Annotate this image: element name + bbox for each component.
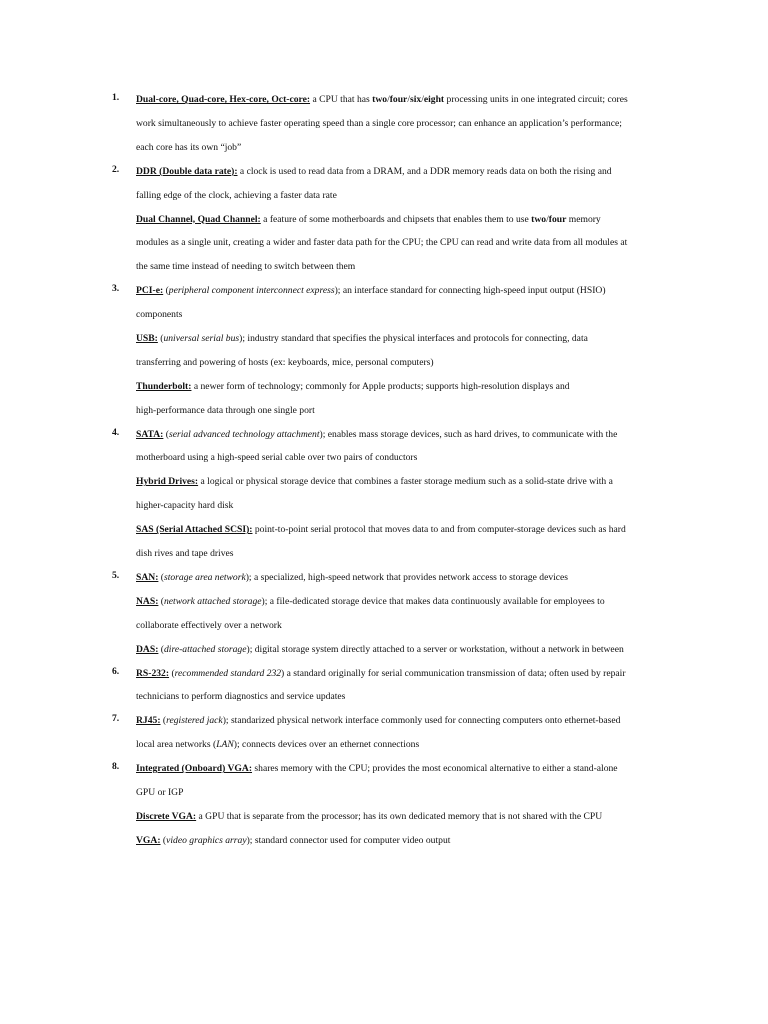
body-text: work simultaneously to achieve faster operating speed than a single core processor; can enhance an application’s performance; bbox=[136, 117, 622, 129]
body-text: ); digital storage system directly attached to a server or workstation, without a network in between bbox=[246, 643, 624, 655]
term-label: NAS: bbox=[136, 595, 159, 607]
text-line bbox=[136, 188, 681, 212]
bold-text: two bbox=[531, 213, 547, 225]
body-text: ( bbox=[157, 333, 164, 344]
term-expansion: dire-attached storage bbox=[163, 643, 247, 655]
text-line bbox=[136, 235, 681, 259]
text-line bbox=[136, 379, 681, 403]
body-text: falling edge of the clock, achieving a faster data rate bbox=[136, 189, 337, 201]
text-line bbox=[136, 283, 681, 307]
text-line bbox=[136, 403, 681, 427]
term-label: SAN: bbox=[136, 572, 159, 583]
definition-entry bbox=[136, 379, 681, 427]
text-line bbox=[136, 116, 681, 140]
text-line bbox=[136, 498, 681, 522]
body-text: ); standarized physical network interface commonly used for connecting computers onto ethernet-based bbox=[222, 715, 621, 727]
list-number: 1. bbox=[112, 92, 120, 103]
term-expansion: storage area network bbox=[163, 572, 246, 583]
body-text: a feature of some motherboards and chipsets that enables them to use bbox=[260, 213, 532, 225]
text-line bbox=[136, 355, 681, 379]
definition-entry bbox=[136, 713, 681, 761]
bold-text: four bbox=[389, 94, 408, 105]
definition-entry bbox=[136, 809, 681, 833]
body-text: a logical or physical storage device that combines a faster storage medium such as a solid-state drive with a bbox=[198, 476, 613, 488]
body-text: ( bbox=[163, 285, 169, 297]
body-text: high-performance data through one single port bbox=[136, 404, 315, 416]
definition-entry bbox=[136, 594, 681, 642]
text-line bbox=[136, 666, 681, 690]
definition-entry bbox=[136, 642, 681, 666]
body-text: ); a file-dedicated storage device that makes data continuously available for employees to bbox=[261, 595, 605, 607]
text-line bbox=[136, 474, 681, 498]
term-expansion: serial advanced technology attachment bbox=[168, 428, 320, 440]
definition-entry bbox=[136, 833, 681, 857]
body-text: local area networks ( bbox=[136, 739, 217, 751]
bold-text: two bbox=[372, 94, 388, 105]
term-label: VGA: bbox=[136, 834, 161, 846]
body-text: shares memory with the CPU; provides the most economical alternative to either a stand-alone bbox=[252, 763, 618, 775]
term-label: RS-232: bbox=[136, 667, 170, 679]
body-text: dish rives and tape drives bbox=[136, 548, 234, 560]
text-line bbox=[136, 212, 681, 236]
body-text: transferring and powering of hosts (ex: keyboards, mice, personal computers) bbox=[136, 356, 434, 368]
text-line bbox=[136, 737, 681, 761]
body-text: modules as a single unit, creating a wider and faster data path for the CPU; the CPU can read and write data from all modules at bbox=[136, 237, 628, 249]
bold-text: four bbox=[548, 213, 567, 225]
text-line bbox=[136, 833, 681, 857]
text-line bbox=[136, 594, 681, 618]
definition-entry bbox=[136, 570, 681, 594]
definition-entry bbox=[136, 666, 681, 714]
text-line bbox=[136, 618, 681, 642]
text-line bbox=[136, 809, 681, 833]
body-text: ( bbox=[160, 834, 167, 846]
text-line bbox=[136, 331, 681, 355]
body-text: a newer form of technology; commonly for Apple products; supports high-resolution displays and bbox=[191, 380, 570, 392]
text-line bbox=[136, 546, 681, 570]
body-text: ( bbox=[169, 667, 175, 679]
term-label: RJ45: bbox=[136, 715, 161, 727]
body-text: GPU or IGP bbox=[136, 787, 184, 799]
definition-entry bbox=[136, 92, 681, 164]
body-text: a CPU that has bbox=[310, 94, 373, 105]
list-number: 5. bbox=[112, 570, 120, 581]
term-label: SATA: bbox=[136, 428, 164, 440]
text-line bbox=[136, 164, 681, 188]
term-label: Thunderbolt: bbox=[136, 380, 192, 392]
term-label: Dual-core, Quad-core, Hex-core, Oct-core: bbox=[136, 94, 311, 105]
list-number: 2. bbox=[112, 163, 120, 175]
text-line bbox=[136, 785, 681, 809]
body-text: the same time instead of needing to switch between them bbox=[136, 261, 356, 273]
body-text: ( bbox=[160, 715, 167, 727]
text-line bbox=[136, 450, 681, 474]
term-label: Integrated (Onboard) VGA: bbox=[136, 763, 253, 775]
term-expansion: registered jack bbox=[166, 715, 223, 727]
term-expansion: recommended standard 232 bbox=[174, 667, 282, 679]
body-text: motherboard using a high-speed serial cable over two pairs of conductors bbox=[136, 452, 418, 464]
text-line bbox=[136, 522, 681, 546]
term-label: Hybrid Drives: bbox=[136, 476, 199, 488]
list-number: 3. bbox=[112, 283, 120, 295]
body-text: ); standard connector used for computer video output bbox=[246, 834, 451, 846]
term-label: PCI-e: bbox=[136, 285, 164, 297]
body-text: ); an interface standard for connecting high-speed input output (HSIO) bbox=[334, 285, 606, 297]
body-text: memory bbox=[566, 213, 601, 225]
body-text: ) a standard originally for serial communication transmission of data; often used by repair bbox=[281, 667, 626, 679]
body-text: collaborate effectively over a network bbox=[136, 619, 282, 631]
body-text: ); industry standard that specifies the physical interfaces and protocols for connecting, data bbox=[239, 333, 588, 344]
text-line bbox=[136, 761, 681, 785]
text-line bbox=[136, 713, 681, 737]
text-line bbox=[136, 259, 681, 283]
definition-entry bbox=[136, 474, 681, 522]
body-text: / bbox=[421, 94, 424, 105]
body-text: point-to-point serial protocol that moves data to and from computer-storage devices such as hard bbox=[252, 524, 626, 536]
bold-text: six bbox=[410, 94, 422, 105]
list-number: 7. bbox=[112, 713, 120, 725]
body-text: / bbox=[387, 94, 390, 105]
body-text: ); connects devices over an ethernet connections bbox=[233, 739, 420, 751]
body-text: ( bbox=[163, 428, 169, 440]
body-text: a GPU that is separate from the processor; has its own dedicated memory that is not shared with the CPU bbox=[196, 811, 603, 822]
term-label: DAS: bbox=[136, 643, 159, 655]
body-text: processing units in one integrated circuit; cores bbox=[444, 94, 628, 105]
text-line bbox=[136, 427, 681, 451]
body-text: a clock is used to read data from a DRAM, and a DDR memory reads data on both the rising and bbox=[237, 165, 612, 177]
term-label: USB: bbox=[136, 333, 158, 344]
body-text: ); a specialized, high-speed network that provides network access to storage devices bbox=[245, 572, 569, 583]
definition-entry bbox=[136, 212, 681, 284]
term-label: DDR (Double data rate): bbox=[136, 165, 238, 177]
body-text: higher-capacity hard disk bbox=[136, 500, 234, 512]
term-label: Discrete VGA: bbox=[136, 811, 197, 822]
body-text: each core has its own “job” bbox=[136, 141, 242, 153]
term-expansion: LAN bbox=[216, 739, 234, 751]
definition-entry bbox=[136, 427, 681, 475]
list-number: 6. bbox=[112, 665, 120, 677]
text-line bbox=[136, 92, 681, 116]
body-text: technicians to perform diagnostics and service updates bbox=[136, 691, 346, 703]
text-line bbox=[136, 689, 681, 713]
text-line bbox=[136, 140, 681, 164]
body-text: ( bbox=[158, 572, 164, 583]
body-text: / bbox=[546, 213, 549, 225]
bold-text: eight bbox=[423, 94, 445, 105]
body-text: ); enables mass storage devices, such as hard drives, to communicate with the bbox=[319, 428, 618, 440]
term-expansion: peripheral component interconnect express bbox=[168, 285, 335, 297]
term-expansion: universal serial bus bbox=[163, 333, 240, 344]
list-number: 4. bbox=[112, 426, 120, 438]
definition-entry bbox=[136, 761, 681, 809]
term-expansion: network attached storage bbox=[163, 595, 262, 607]
term-expansion: video graphics array bbox=[166, 834, 247, 846]
text-line bbox=[136, 570, 681, 594]
definition-entry bbox=[136, 331, 681, 379]
body-text: ( bbox=[158, 595, 164, 607]
text-line bbox=[136, 307, 681, 331]
text-line bbox=[136, 642, 681, 666]
term-label: Dual Channel, Quad Channel: bbox=[136, 213, 261, 225]
list-number: 8. bbox=[112, 761, 120, 773]
body-text: ( bbox=[158, 643, 164, 655]
body-text: components bbox=[136, 309, 183, 321]
body-text: / bbox=[407, 94, 410, 105]
definition-entry bbox=[136, 522, 681, 570]
definition-entry bbox=[136, 283, 681, 331]
term-label: SAS (Serial Attached SCSI): bbox=[136, 524, 253, 536]
definition-entry bbox=[136, 164, 681, 212]
